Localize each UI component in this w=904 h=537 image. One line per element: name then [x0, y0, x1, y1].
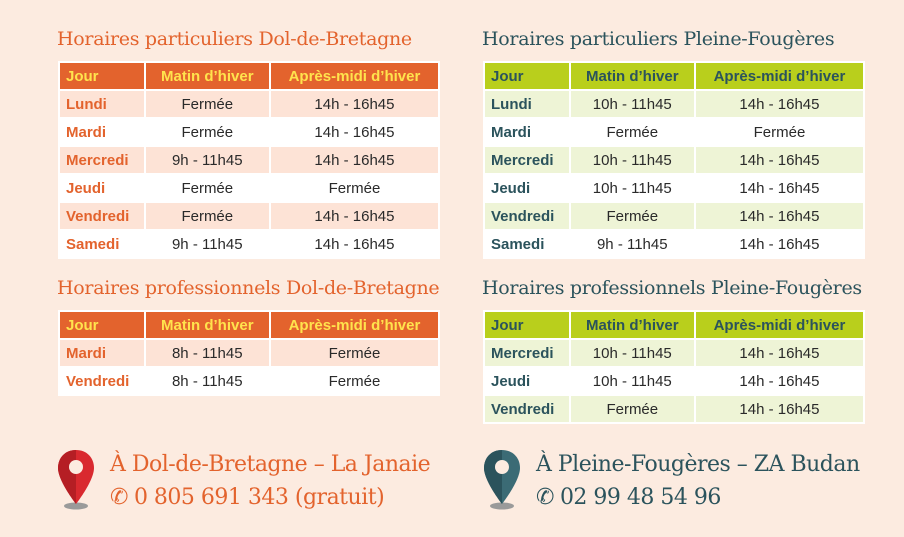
day-cell: Vendredi: [60, 368, 144, 394]
day-cell: Mercredi: [485, 147, 569, 173]
afternoon-cell: Fermée: [696, 119, 863, 145]
column-header: Matin d’hiver: [146, 312, 269, 338]
morning-cell: Fermée: [146, 175, 269, 201]
morning-cell: Fermée: [146, 119, 269, 145]
morning-cell: Fermée: [146, 203, 269, 229]
dol-location: À Dol-de-Bretagne – La Janaie: [110, 452, 431, 477]
afternoon-cell: 14h - 16h45: [696, 91, 863, 117]
morning-cell: 10h - 11h45: [571, 340, 694, 366]
morning-cell: 10h - 11h45: [571, 175, 694, 201]
column-header: Après-midi d’hiver: [696, 312, 863, 338]
column-header: Jour: [60, 63, 144, 89]
pleine-location: À Pleine-Fougères – ZA Budan: [536, 452, 860, 477]
column-header: Après-midi d’hiver: [696, 63, 863, 89]
day-cell: Vendredi: [485, 396, 569, 422]
morning-cell: 10h - 11h45: [571, 91, 694, 117]
phone-icon: ✆: [110, 485, 128, 510]
morning-cell: 9h - 11h45: [571, 231, 694, 257]
phone-icon: ✆: [536, 485, 554, 510]
afternoon-cell: 14h - 16h45: [696, 396, 863, 422]
day-cell: Samedi: [60, 231, 144, 257]
day-cell: Mercredi: [485, 340, 569, 366]
table-row: [60, 175, 438, 201]
afternoon-cell: 14h - 16h45: [696, 340, 863, 366]
day-cell: Vendredi: [485, 203, 569, 229]
table-row: [60, 91, 438, 117]
day-cell: Jeudi: [485, 175, 569, 201]
afternoon-cell: 14h - 16h45: [696, 231, 863, 257]
morning-cell: Fermée: [571, 396, 694, 422]
dol-professionnels-title: Horaires professionnels Dol-de-Bretagne: [57, 277, 440, 299]
pleine-particuliers-table: [483, 61, 865, 259]
column-header: Jour: [60, 312, 144, 338]
dol-phone: 0 805 691 343 (gratuit): [133, 485, 385, 510]
day-cell: Lundi: [485, 91, 569, 117]
dol-professionnels-table: [58, 310, 440, 396]
morning-cell: 10h - 11h45: [571, 147, 694, 173]
day-cell: Samedi: [485, 231, 569, 257]
table-header-row: [485, 63, 863, 89]
afternoon-cell: 14h - 16h45: [696, 203, 863, 229]
table-row: [60, 147, 438, 173]
morning-cell: 10h - 11h45: [571, 368, 694, 394]
column-header: Matin d’hiver: [571, 312, 694, 338]
day-cell: Mardi: [60, 119, 144, 145]
column-header: Après-midi d’hiver: [271, 63, 438, 89]
afternoon-cell: 14h - 16h45: [271, 231, 438, 257]
column-header: Jour: [485, 63, 569, 89]
table-row: [60, 231, 438, 257]
morning-cell: Fermée: [146, 91, 269, 117]
day-cell: Vendredi: [60, 203, 144, 229]
morning-cell: 8h - 11h45: [146, 340, 269, 366]
table-row: [60, 203, 438, 229]
day-cell: Mardi: [60, 340, 144, 366]
dol-phone-line[interactable]: [110, 485, 430, 510]
afternoon-cell: Fermée: [271, 368, 438, 394]
afternoon-cell: Fermée: [271, 340, 438, 366]
day-cell: Mercredi: [60, 147, 144, 173]
afternoon-cell: 14h - 16h45: [271, 203, 438, 229]
column-header: Matin d’hiver: [146, 63, 269, 89]
morning-cell: Fermée: [571, 203, 694, 229]
pleine-professionnels-table: [483, 310, 865, 424]
table-row: [485, 231, 863, 257]
table-row: [60, 119, 438, 145]
day-cell: Mardi: [485, 119, 569, 145]
dol-map-pin-icon: [56, 448, 96, 510]
morning-cell: Fermée: [571, 119, 694, 145]
day-cell: Lundi: [60, 91, 144, 117]
pleine-map-pin-icon: [482, 448, 522, 510]
afternoon-cell: 14h - 16h45: [271, 91, 438, 117]
table-row: [485, 340, 863, 366]
afternoon-cell: 14h - 16h45: [271, 119, 438, 145]
column-header: Après-midi d’hiver: [271, 312, 438, 338]
pleine-phone-line[interactable]: [536, 485, 860, 510]
table-row: [485, 396, 863, 422]
column-header: Matin d’hiver: [571, 63, 694, 89]
table-header-row: [60, 312, 438, 338]
table-row: [485, 175, 863, 201]
pleine-phone: 02 99 48 54 96: [559, 485, 721, 510]
afternoon-cell: 14h - 16h45: [696, 147, 863, 173]
table-row: [485, 368, 863, 394]
table-row: [60, 340, 438, 366]
table-header-row: [485, 312, 863, 338]
table-header-row: [60, 63, 438, 89]
morning-cell: 8h - 11h45: [146, 368, 269, 394]
morning-cell: 9h - 11h45: [146, 231, 269, 257]
afternoon-cell: 14h - 16h45: [271, 147, 438, 173]
table-row: [60, 368, 438, 394]
pleine-location-block: [536, 452, 860, 510]
column-header: Jour: [485, 312, 569, 338]
table-row: [485, 119, 863, 145]
table-row: [485, 203, 863, 229]
pleine-professionnels-title: Horaires professionnels Pleine-Fougères: [482, 277, 862, 299]
dol-particuliers-title: Horaires particuliers Dol-de-Bretagne: [57, 28, 412, 50]
pleine-particuliers-title: Horaires particuliers Pleine-Fougères: [482, 28, 835, 50]
table-row: [485, 147, 863, 173]
afternoon-cell: 14h - 16h45: [696, 175, 863, 201]
morning-cell: 9h - 11h45: [146, 147, 269, 173]
afternoon-cell: Fermée: [271, 175, 438, 201]
table-row: [485, 91, 863, 117]
day-cell: Jeudi: [485, 368, 569, 394]
afternoon-cell: 14h - 16h45: [696, 368, 863, 394]
dol-particuliers-table: [58, 61, 440, 259]
day-cell: Jeudi: [60, 175, 144, 201]
dol-location-block: [110, 452, 430, 510]
